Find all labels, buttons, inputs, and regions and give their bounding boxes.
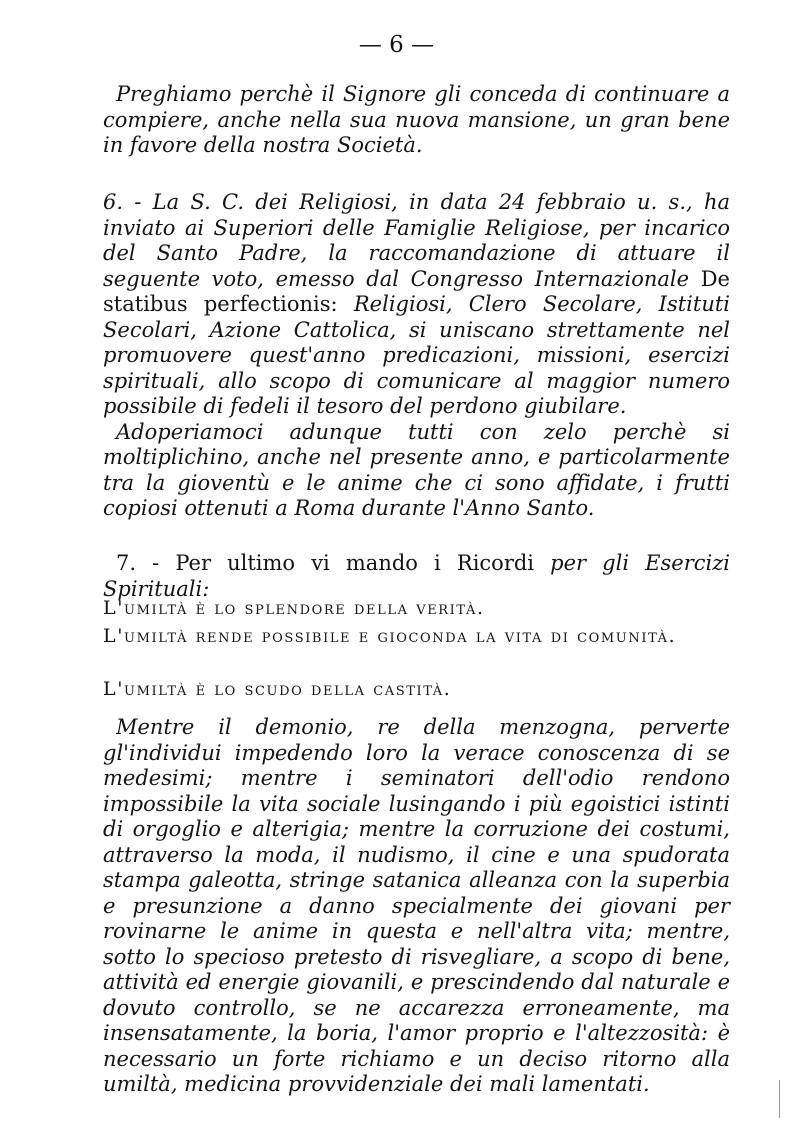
closing-paragraph: Mentre il demonio, re della menzogna, perverte gl'individui impedendo loro la verace conoscenza di se medesimi; mentre i seminatori dell'odio rendono impossibile la vita sociale lusingando i più egoistici istinti di orgoglio e alterigia; mentre la corruzione dei costumi, attraverso la moda, il nudismo, il cine e una spudorata stampa galeotta, stringe satanica alleanza con la superbia e presunzione a danno specialmente dei giovani per rovinarne le anime in questa e nell'altra vita; mentre, sotto lo specioso pretesto di risvegliare, a scopo di bene, attività ed energie giovanili, e prescindendo dal naturale e dovuto controllo, se ne accarezza erroneamente, ma insensatamente, la boria, l'amor proprio e l'altezzosità: è necessario un forte richiamo e un deciso ritorno alla umiltà, medicina provvidenziale dei mali lamentati. (103, 715, 730, 1096)
section-6-text-b: Religiosi, Clero Secolare, Istituti Secolari, Azione Cattolica, si uniscano strettamente nel promuovere quest'anno predicazioni, missioni, esercizi spirituali, allo scopo di comunicare al maggior numero possibile di fedeli il tesoro del perdono giubilare. (103, 292, 730, 418)
ricordi-word: Ricordi (456, 551, 535, 575)
page-number: — 6 — (358, 32, 435, 58)
section-7-text-a: 7. - Per ultimo vi mando i (116, 551, 441, 575)
closing-section (103, 715, 730, 1098)
intro-text: Preghiamo perchè il Signore gli conceda di continuare a compiere, anche nella sua nuova mansione, un gran bene in favore della nostra Società. (103, 82, 730, 157)
section-6-paragraph-1 (103, 190, 730, 420)
section-6-paragraph-2: Adoperiamoci adunque tutti con zelo perchè si moltiplichino, anche nel presente anno, e particolarmente tra la gioventù e le anime che ci sono affidate, i frutti copiosi ottenuti a Roma durante l'Anno Santo. (103, 419, 730, 520)
section-7-line (103, 551, 730, 602)
section-6-text-a: 6. - La S. C. dei Religiosi, in data 24 febbraio u. s., ha inviato ai Superiori delle Famiglie Religiose, per incarico del Santo Padre, la raccomandazione di attuare il seguente voto, emesso dal Congresso Internazionale (103, 190, 730, 291)
ricordo-1: L'umiltà è lo splendore della verità. (103, 597, 485, 619)
ricordo-2: L'umiltà rende possibile e gioconda la vita di comunità. (103, 625, 677, 647)
ricordo-3: L'umiltà è lo scudo della castità. (103, 678, 452, 700)
scan-edge-line (779, 1080, 780, 1118)
section-7-text-c: per gli Esercizi Spirituali: (103, 551, 730, 601)
latin-title: De statibus perfectionis: (103, 266, 730, 316)
intro-paragraph (103, 82, 730, 159)
section-6 (103, 190, 730, 522)
section-7-intro (103, 551, 730, 602)
